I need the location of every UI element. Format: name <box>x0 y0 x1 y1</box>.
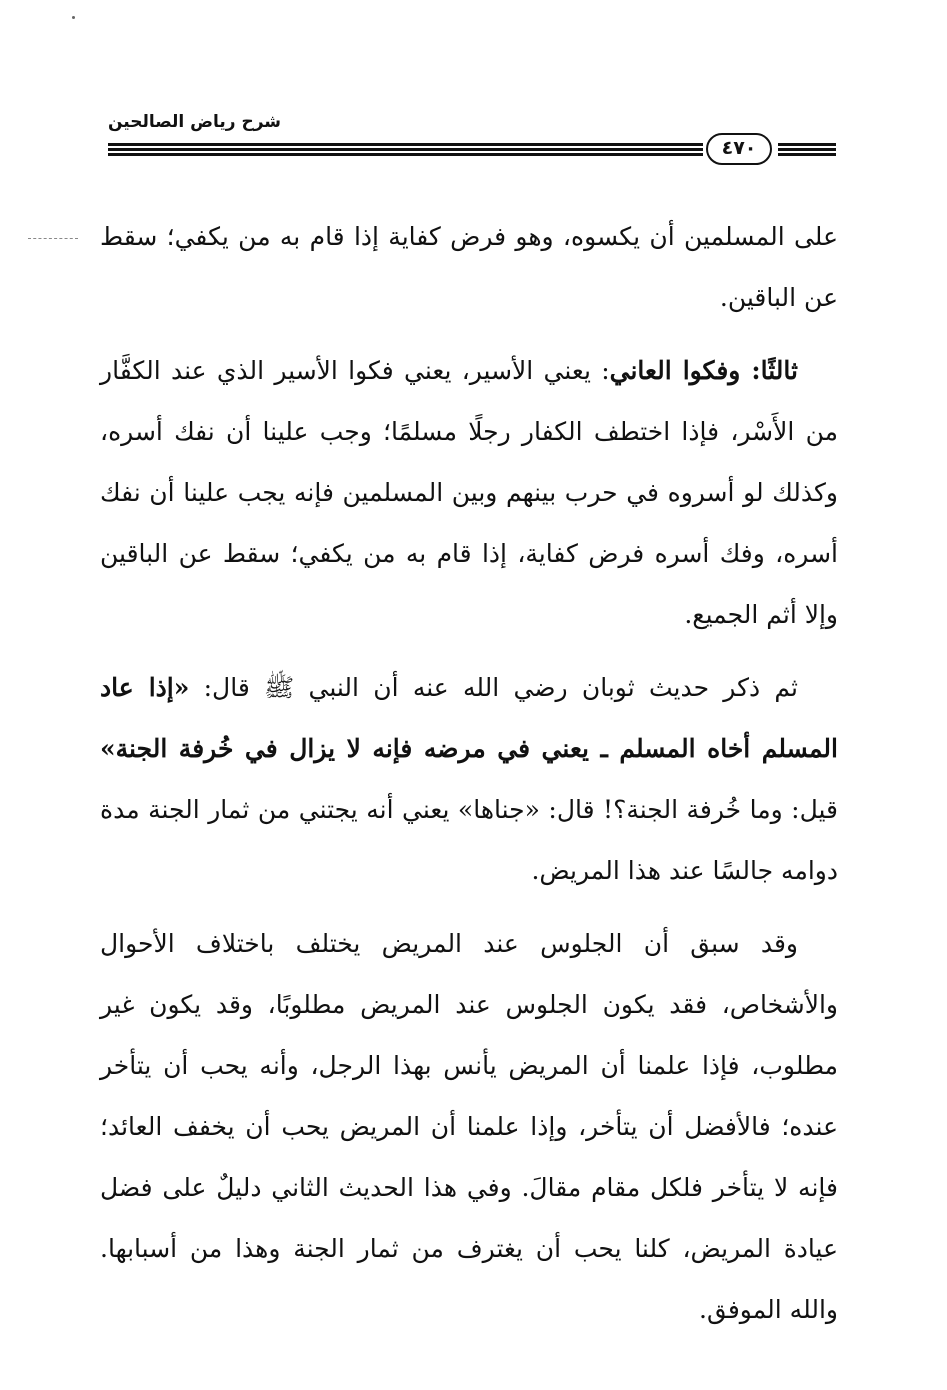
margin-mark <box>28 238 78 241</box>
section-heading: ثالثًا: وفكوا العاني <box>609 356 798 385</box>
paragraph-3 <box>100 657 838 901</box>
paragraph-text: قيل: وما خُرفة الجنة؟! قال: «جناها» يعني أنه يجتني من ثمار الجنة مدة دوامه جالسًا عند هذا المريض. <box>100 795 838 885</box>
paragraph-4 <box>100 913 838 1340</box>
hadith-quote: «إذا عاد المسلم أخاه المسلم ـ يعني في مرضه فإنه لا يزال في خُرفة الجنة» <box>100 673 838 763</box>
paragraph-text: : يعني الأسير، يعني فكوا الأسير الذي عند الكفَّار من الأَسْر، فإذا اختطف الكفار رجلًا مسلمًا؛ وجب علينا أن نفك أسره، وكذلك لو أسروه في حرب بينهم وبين المسلمين فإنه يجب علينا أن نفك أسره، وفك أسره فرض كفاية، إذا قام به من يكفي؛ سقط عن الباقين وإلا أثم الجميع. <box>100 356 838 629</box>
paragraph-text: على المسلمين أن يكسوه، وهو فرض كفاية إذا قام به من يكفي؛ سقط عن الباقين. <box>100 222 838 312</box>
header-rule-short <box>778 143 836 157</box>
body-text <box>100 206 838 1340</box>
running-title: شرح رياض الصالحين <box>108 112 282 132</box>
scan-speck <box>72 16 75 19</box>
header-rule-long <box>108 143 703 157</box>
page-number: ٤٧٠ <box>706 133 772 165</box>
paragraph-2 <box>100 340 838 645</box>
paragraph-text: وقد سبق أن الجلوس عند المريض يختلف باختلاف الأحوال والأشخاص، فقد يكون الجلوس عند المريض مطلوبًا، وقد يكون غير مطلوب، فإذا علمنا أن المريض يأنس بهذا الرجل، وأنه يحب أن يتأخر عنده؛ فالأفضل أن يتأخر، وإذا علمنا أن المريض يحب أن يخفف العائد؛ فإنه لا يتأخر فلكل مقام مقالَ. وفي هذا الحديث الثاني دليلٌ على فضل عيادة المريض، كلنا يحب أن يغترف من ثمار الجنة وهذا من أسبابها. والله الموفق. <box>100 929 838 1324</box>
paragraph-1 <box>100 206 838 328</box>
paragraph-text: ثم ذكر حديث ثوبان رضي الله عنه أن النبي ﷺ قال: <box>189 673 798 702</box>
